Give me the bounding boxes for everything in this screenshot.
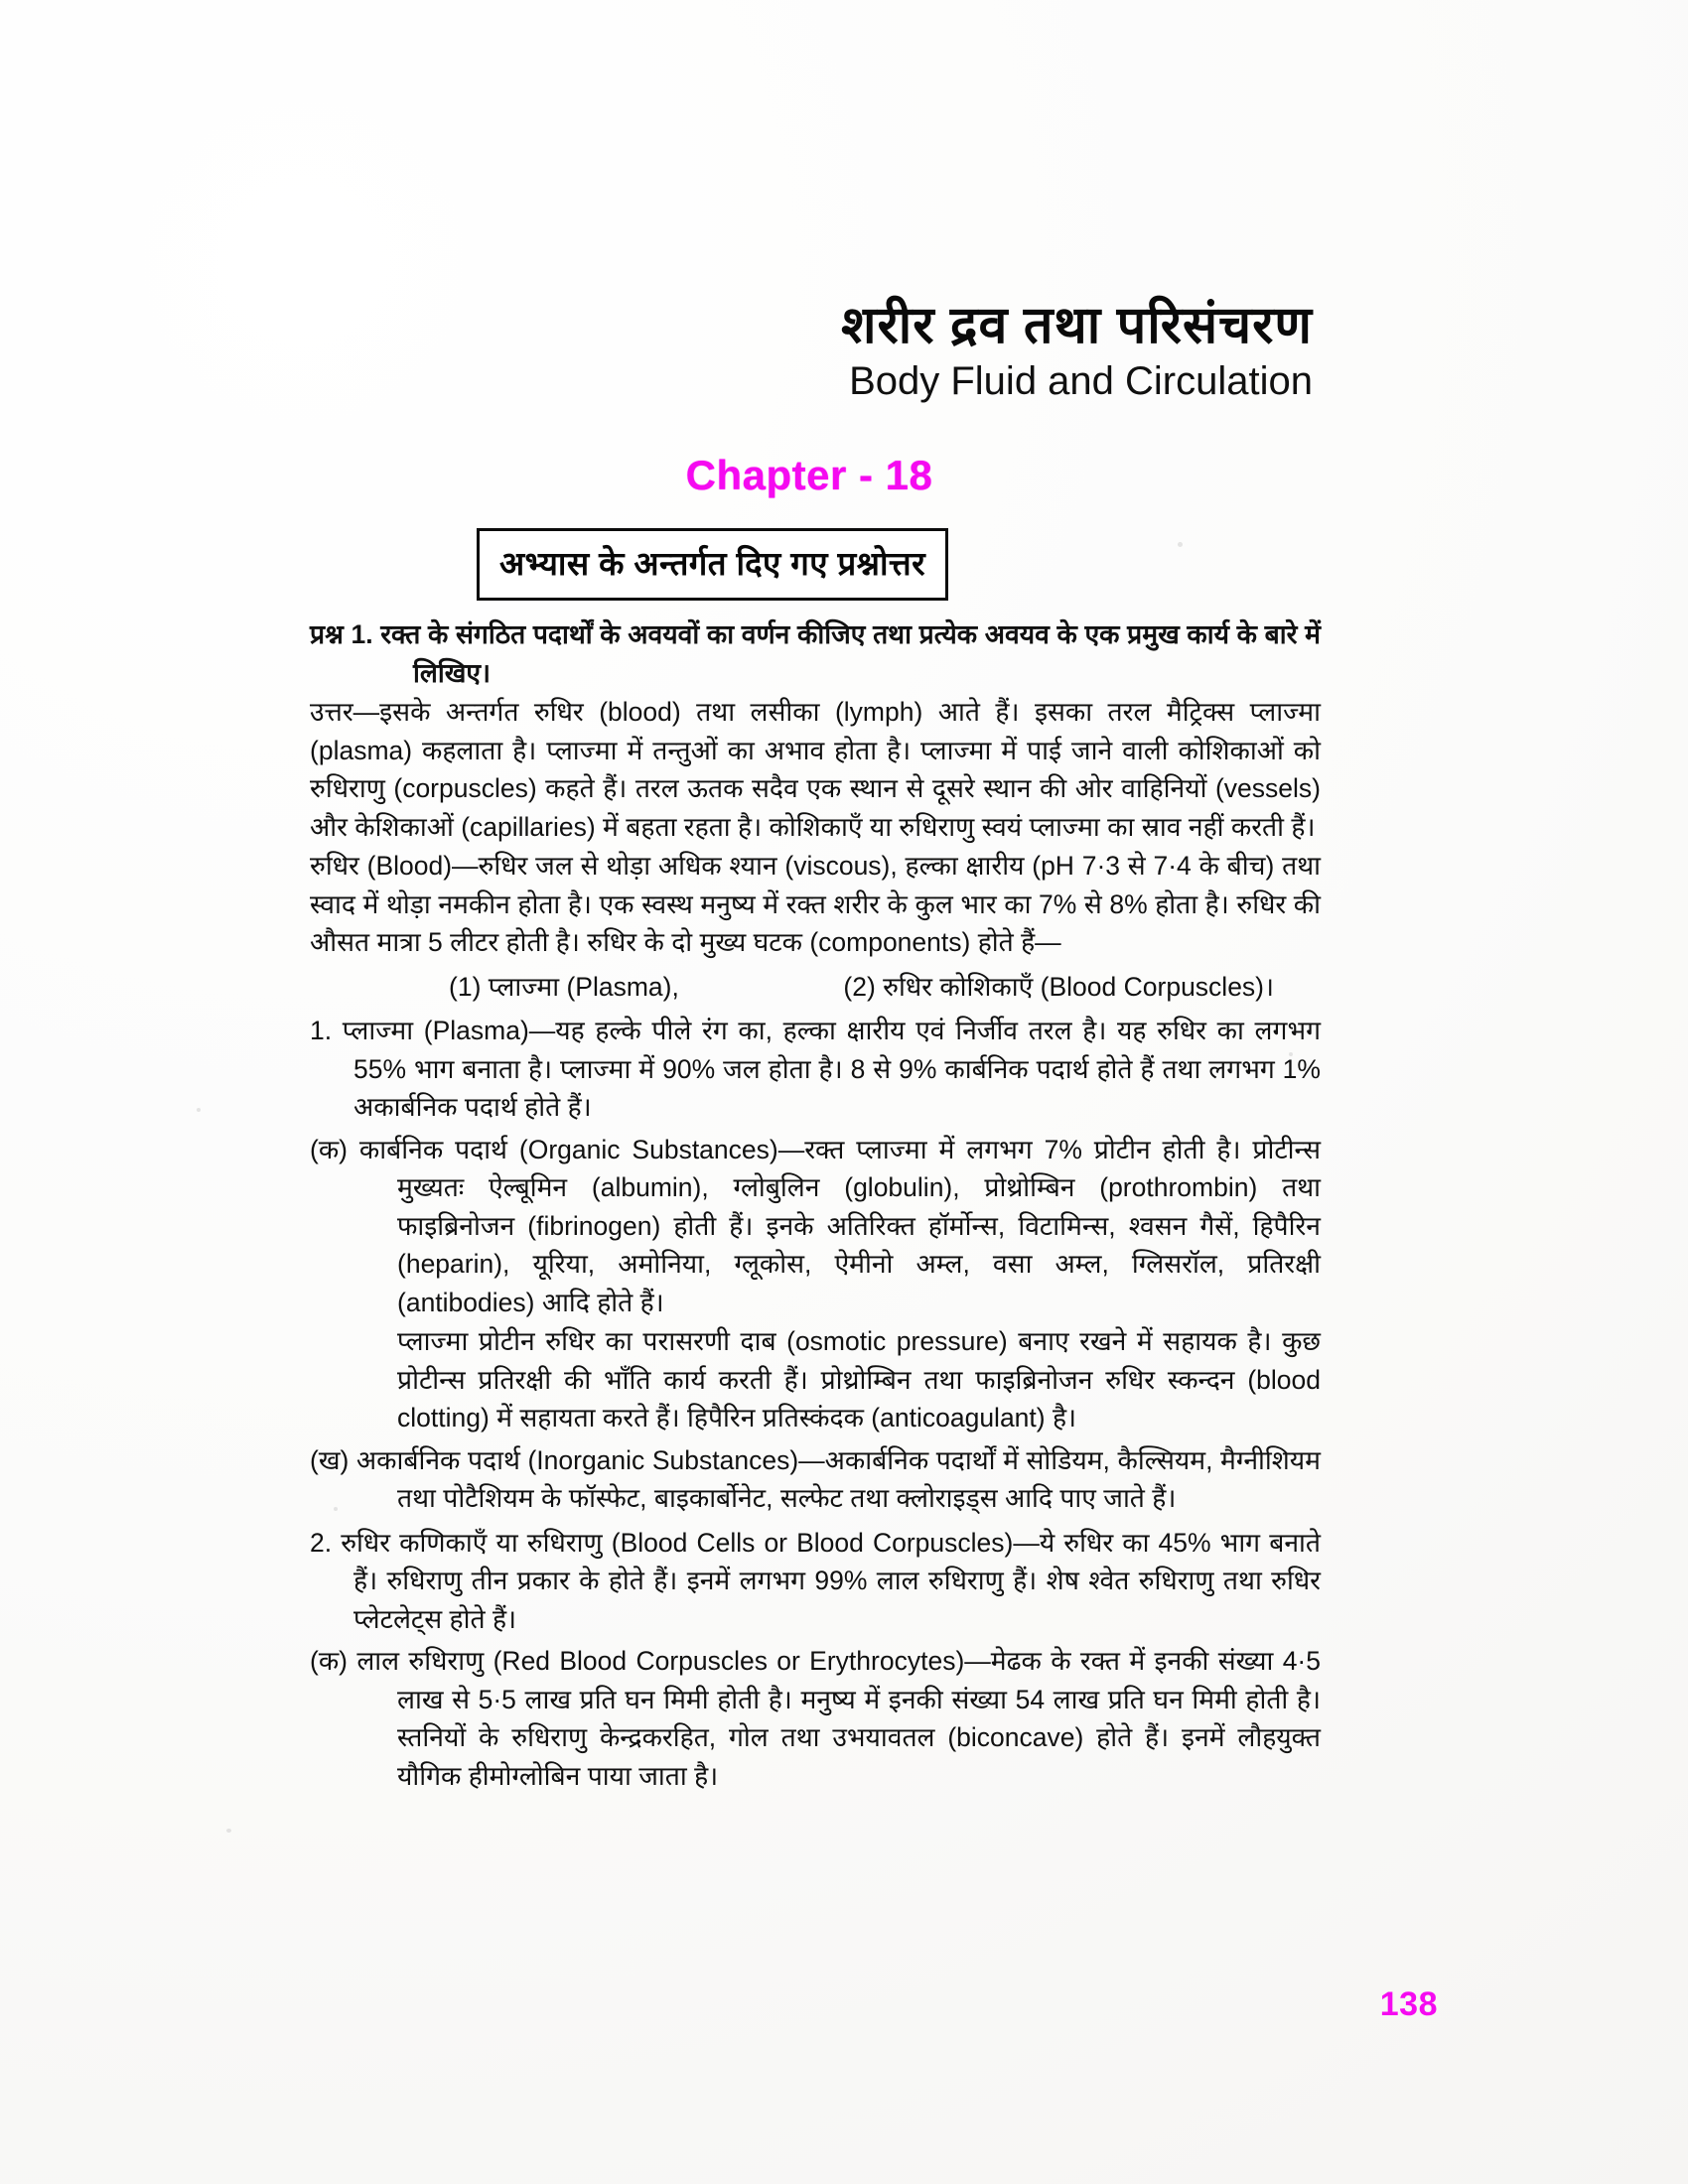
scan-speck xyxy=(197,1108,201,1112)
page-number: 138 xyxy=(1379,1985,1438,2023)
blood-definition-paragraph: रुधिर (Blood)—रुधिर जल से थोड़ा अधिक श्यान (viscous), हल्का क्षारीय (pH 7·3 से 7·4 के बीच) तथा स्वाद में थोड़ा नमकीन होता है। एक स्वस्थ मनुष्य में रक्त शरीर के कुल भार का 7% से 8% होता है। रुधिर की औसत मात्रा 5 लीटर होती है। रुधिर के दो मुख्य घटक (components) होते हैं— xyxy=(310,851,1321,957)
list-item-organic-substances-continued: प्लाज्मा प्रोटीन रुधिर का परासरणी दाब (osmotic pressure) बनाए रखने में सहायक है। कुछ प्रोटीन्स प्रतिरक्षी की भाँति कार्य करती हैं। प्रोथ्रोम्बिन तथा फाइब्रिनोजन रुधिर स्कन्दन (blood clotting) में सहायता करते हैं। हिपैरिन प्रतिस्कंदक (anticoagulant) है। xyxy=(397,1326,1321,1433)
body-text-column xyxy=(310,615,1321,1796)
list-item-inorganic-substances: (ख) अकार्बनिक पदार्थ (Inorganic Substances)—अकार्बनिक पदार्थों में सोडियम, कैल्सियम, मैग्नीशियम तथा पोटैशियम के फॉस्फेट, बाइकार्बोनेट, सल्फेट तथा क्लोराइड्स आदि पाए जाते हैं। xyxy=(310,1444,1321,1513)
list-item-plasma: 1. प्लाज्मा (Plasma)—यह हल्के पीले रंग का, हल्का क्षारीय एवं निर्जीव तरल है। यह रुधिर का लगभग 55% भाग बनाता है। प्लाज्मा में 90% जल होता है। 8 से 9% कार्बनिक पदार्थ होते हैं तथा लगभग 1% अकार्बनिक पदार्थ होते हैं। xyxy=(310,1016,1321,1122)
chapter-label: Chapter - 18 xyxy=(685,452,933,498)
title-hindi: शरीर द्रव तथा परिसंचरण xyxy=(841,297,1313,354)
list-item-red-blood-corpuscles: (क) लाल रुधिराणु (Red Blood Corpuscles or Erythrocytes)—मेढक के रक्त में इनकी संख्या 4·5 लाख से 5·5 लाख प्रति घन मिमी होती है। मनुष्य में इनकी संख्या 54 लाख प्रति घन मिमी होती है। स्तनियों के रुधिराणु केन्द्रकरहित, गोल तथा उभयावतल (biconcave) होते हैं। इनमें लौहयुक्त यौगिक हीमोग्लोबिन पाया जाता है। xyxy=(310,1646,1321,1791)
scan-speck xyxy=(1178,542,1183,547)
component-item-2: (2) रुधिर कोशिकाएँ (Blood Corpuscles)। xyxy=(843,971,1275,1002)
list-item-blood-cells: 2. रुधिर कणिकाएँ या रुधिराणु (Blood Cells or Blood Corpuscles)—ये रुधिर का 45% भाग बनाते हैं। रुधिराणु तीन प्रकार के होते हैं। इनमें लगभग 99% लाल रुधिराणु हैं। शेष श्वेत रुधिराणु तथा रुधिर प्लेटलेट्स होते हैं। xyxy=(310,1527,1321,1634)
title-english: Body Fluid and Circulation xyxy=(849,359,1313,404)
list-item-organic-substances: (क) कार्बनिक पदार्थ (Organic Substances)—रक्त प्लाज्मा में लगभग 7% प्रोटीन होती है। प्रोटीन्स मुख्यतः ऐल्बूमिन (albumin), ग्लोबुलिन (globulin), प्रोथ्रोम्बिन (prothrombin) तथा फाइब्रिनोजन (fibrinogen) होती हैं। इनके अतिरिक्त हॉर्मोन्स, विटामिन्स, श्वसन गैसें, हिपैरिन (heparin), यूरिया, अमोनिया, ग्लूकोस, ऐमीनो अम्ल, वसा अम्ल, ग्लिसरॉल, प्रतिरक्षी (antibodies) आदि होते हैं। xyxy=(310,1134,1321,1317)
section-heading-box xyxy=(477,528,948,601)
section-heading-text: अभ्यास के अन्तर्गत दिए गए प्रश्नोत्तर xyxy=(499,545,925,582)
answer-intro-paragraph: उत्तर—इसके अन्तर्गत रुधिर (blood) तथा लसीका (lymph) आते हैं। इसका तरल मैट्रिक्स प्लाज्मा (plasma) कहलाता है। प्लाज्मा में तन्तुओं का अभाव होता है। प्लाज्मा में पाई जाने वाली कोशिकाओं को रुधिराणु (corpuscles) कहते हैं। तरल ऊतक सदैव एक स्थान से दूसरे स्थान की ओर वाहिनियों (vessels) और केशिकाओं (capillaries) में बहता रहता है। कोशिकाएँ या रुधिराणु स्वयं प्लाज्मा का स्राव नहीं करती हैं। xyxy=(310,697,1321,842)
question-1: प्रश्न 1. रक्त के संगठित पदार्थों के अवयवों का वर्णन कीजिए तथा प्रत्येक अवयव के एक प्रमुख कार्य के बारे में लिखिए। xyxy=(310,619,1321,688)
component-item-1: (1) प्लाज्मा (Plasma), xyxy=(449,971,679,1002)
scan-speck xyxy=(226,1829,231,1833)
page-title xyxy=(298,298,1321,404)
chapter-label-container xyxy=(298,452,1579,499)
components-list xyxy=(310,968,1321,1007)
